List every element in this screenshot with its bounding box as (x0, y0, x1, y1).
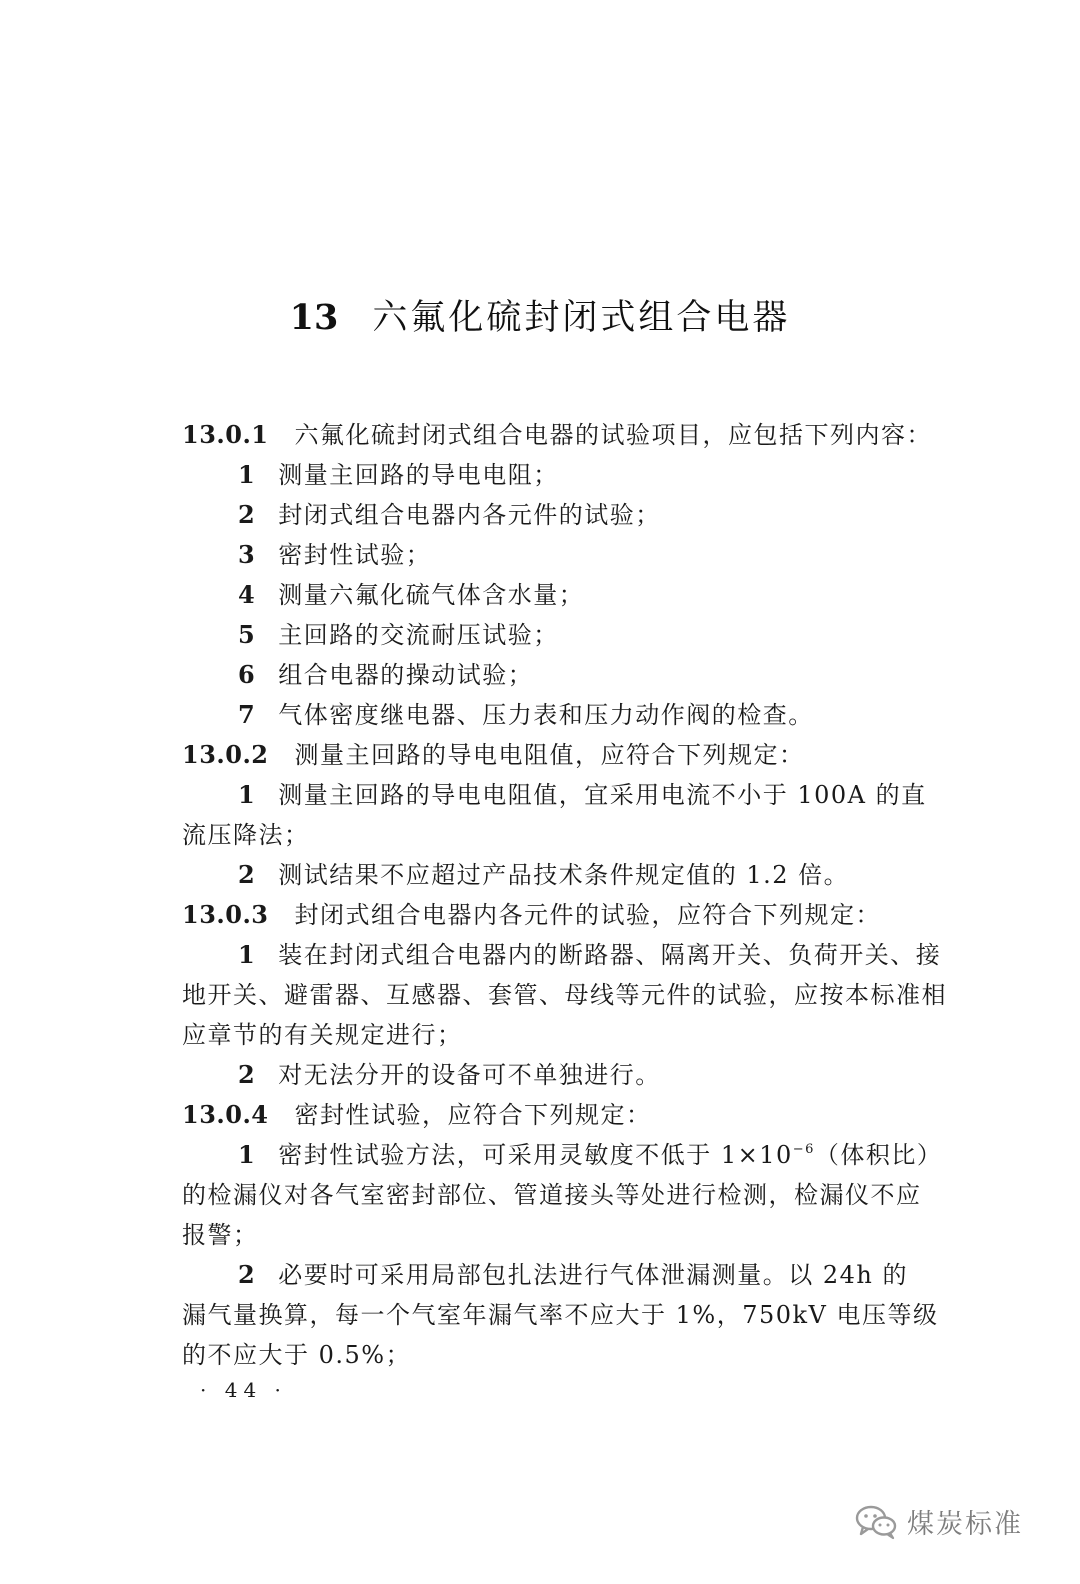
item-text: 密封性试验； (278, 541, 432, 569)
chapter-title-text: 六氟化硫封闭式组合电器 (372, 298, 791, 338)
clause-body (182, 415, 947, 1375)
list-item (182, 695, 927, 735)
item-continuation: 流压降法； (182, 821, 310, 849)
item-number: 3 (238, 540, 257, 569)
list-item (182, 1055, 927, 1095)
watermark (855, 1502, 1023, 1541)
item-number: 1 (238, 780, 257, 809)
clause-13-0-4 (182, 1095, 927, 1135)
item-continuation: 应章节的有关规定进行； (182, 1021, 463, 1049)
clause-text: 封闭式组合电器内各元件的试验，应符合下列规定： (294, 901, 882, 929)
list-item (182, 855, 927, 895)
item-number: 7 (238, 700, 257, 729)
clause-number: 13.0.1 (182, 420, 269, 449)
item-text: 测量主回路的导电电阻值，宜采用电流不小于 100A 的直 (278, 781, 927, 809)
chapter-title (0, 290, 1080, 340)
list-item (182, 775, 927, 815)
clause-number: 13.0.4 (182, 1100, 269, 1129)
clause-text: 六氟化硫封闭式组合电器的试验项目，应包括下列内容： (294, 421, 933, 449)
clause-13-0-2 (182, 735, 927, 775)
item-text: 装在封闭式组合电器内的断路器、隔离开关、负荷开关、接 (278, 941, 942, 969)
item-continuation: 报警； (182, 1221, 259, 1249)
list-item (182, 1135, 943, 1175)
item-text: 测试结果不应超过产品技术条件规定值的 1.2 倍。 (278, 861, 850, 889)
clause-text: 测量主回路的导电电阻值，应符合下列规定： (294, 741, 805, 769)
wechat-icon (855, 1504, 899, 1540)
list-item (182, 655, 927, 695)
list-item (182, 615, 927, 655)
item-number: 6 (238, 660, 257, 689)
item-text: 主回路的交流耐压试验； (278, 621, 559, 649)
page-number: · 44 · (200, 1378, 287, 1402)
clause-13-0-3 (182, 895, 927, 935)
item-continuation: 的不应大于 0.5%； (182, 1341, 412, 1369)
clause-number: 13.0.3 (182, 900, 269, 929)
list-item (182, 575, 927, 615)
item-text: 气体密度继电器、压力表和压力动作阀的检查。 (278, 701, 814, 729)
item-number: 1 (238, 940, 257, 969)
item-number: 2 (238, 500, 257, 529)
item-text: 组合电器的操动试验； (278, 661, 534, 689)
item-number: 1 (238, 1140, 257, 1169)
item-number: 2 (238, 1060, 257, 1089)
item-continuation: 地开关、避雷器、互感器、套管、母线等元件的试验，应按本标准相 (182, 981, 947, 1009)
item-text: 测量六氟化硫气体含水量； (278, 581, 585, 609)
clause-number: 13.0.2 (182, 740, 269, 769)
item-text: 必要时可采用局部包扎法进行气体泄漏测量。以 24h 的 (278, 1261, 908, 1289)
item-number: 5 (238, 620, 257, 649)
list-item (182, 935, 942, 975)
clause-text: 密封性试验，应符合下列规定： (294, 1101, 652, 1129)
item-continuation: 漏气量换算，每一个气室年漏气率不应大于 1%，750kV 电压等级 (182, 1301, 939, 1329)
item-text: 密封性试验方法，可采用灵敏度不低于 1×10 (278, 1141, 793, 1169)
item-text: 封闭式组合电器内各元件的试验； (278, 501, 661, 529)
item-continuation: 的检漏仪对各气室密封部位、管道接头等处进行检测，检漏仪不应 (182, 1181, 922, 1209)
item-text-tail: （体积比） (814, 1141, 943, 1169)
item-text: 测量主回路的导电电阻； (278, 461, 559, 489)
list-item (182, 455, 927, 495)
exponent: −6 (792, 1142, 815, 1157)
chapter-number: 13 (289, 297, 339, 338)
item-number: 1 (238, 460, 257, 489)
list-item (182, 535, 927, 575)
list-item (182, 495, 927, 535)
list-item (182, 1255, 927, 1295)
item-number: 2 (238, 1260, 257, 1289)
item-number: 2 (238, 860, 257, 889)
item-text: 对无法分开的设备可不单独进行。 (278, 1061, 661, 1089)
watermark-text: 煤炭标准 (907, 1509, 1023, 1540)
clause-13-0-1 (182, 415, 933, 455)
item-number: 4 (238, 580, 257, 609)
